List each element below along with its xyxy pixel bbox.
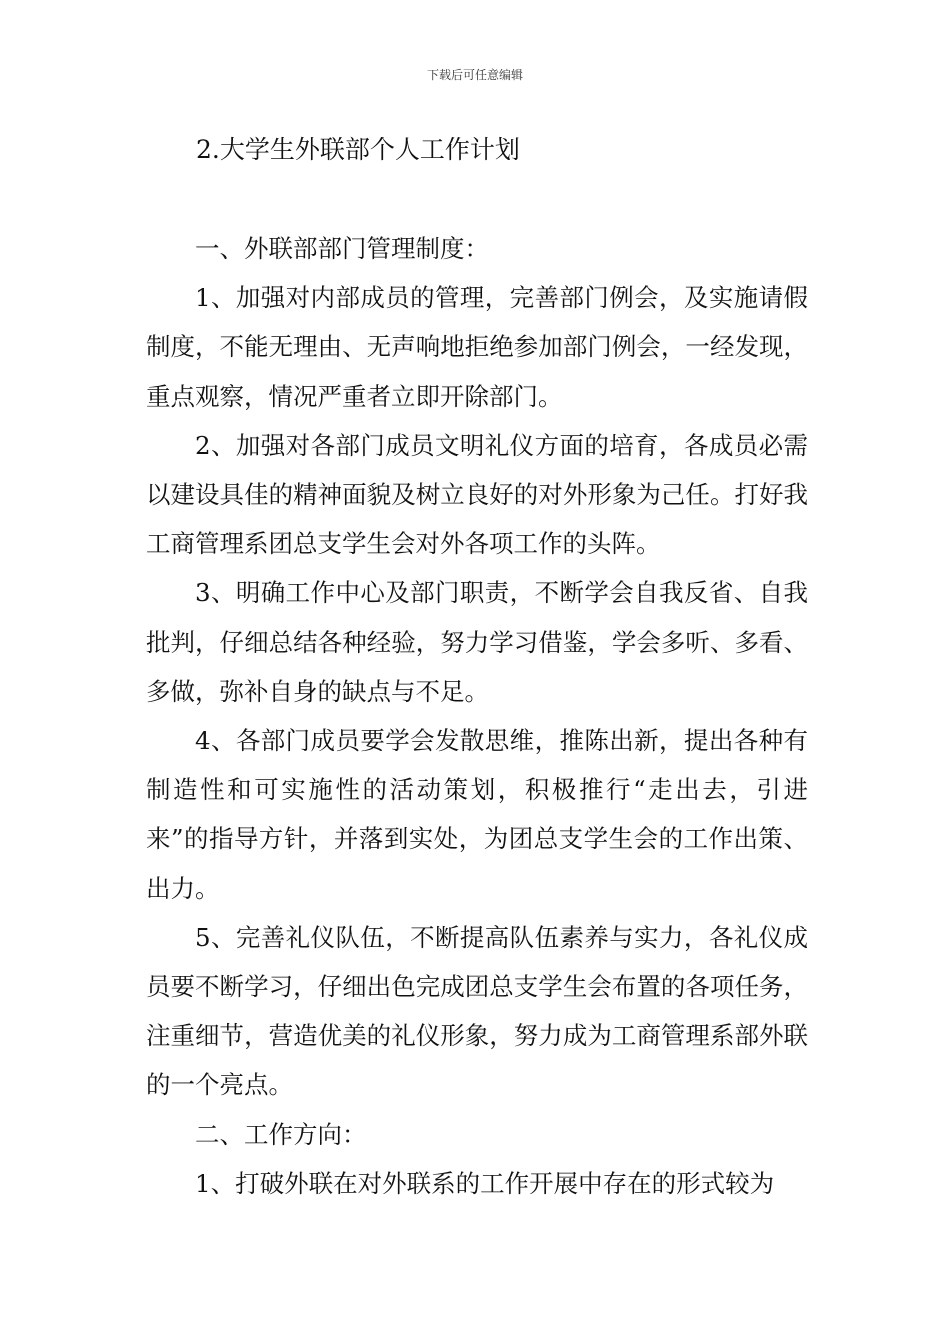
paragraph-item-3: 3、明确工作中心及部门职责，不断学会自我反省、自我批判，仔细总结各种经验，努力学习借鉴，学会多听、多看、多做，弥补自身的缺点与不足。 — [146, 578, 808, 706]
section-heading-direction: 二、工作方向： — [195, 1119, 367, 1149]
paragraph-direction-1: 1、打破外联在对外联系的工作开展中存在的形式较为 — [195, 1168, 775, 1198]
paragraph-item-1: 1、加强对内部成员的管理，完善部门例会，及实施请假制度，不能无理由、无声响地拒绝参加部门例会，一经发现，重点观察，情况严重者立即开除部门。 — [146, 283, 808, 411]
section-heading-management: 一、外联部部门管理制度： — [195, 234, 489, 263]
header-note: 下载后可任意编辑 — [426, 68, 523, 82]
paragraph-item-4: 4、各部门成员要学会发散思维，推陈出新，提出各种有制造性和可实施性的活动策划，积极推行“走出去，引进来”的指导方针，并落到实处，为团总支学生会的工作出策、出力。 — [146, 726, 808, 903]
document-body — [146, 224, 808, 1208]
paragraph-item-5: 5、完善礼仪队伍，不断提高队伍素养与实力，各礼仪成员要不断学习，仔细出色完成团总支学生会布置的各项任务，注重细节，营造优美的礼仪形象，努力成为工商管理系部外联的一个亮点。 — [146, 922, 808, 1100]
document-title: 2.大学生外联部个人工作计划 — [196, 135, 520, 164]
paragraph-item-2: 2、加强对各部门成员文明礼仪方面的培育，各成员必需以建设具佳的精神面貌及树立良好的对外形象为己任。打好我工商管理系团总支学生会对外各项工作的头阵。 — [146, 430, 808, 559]
